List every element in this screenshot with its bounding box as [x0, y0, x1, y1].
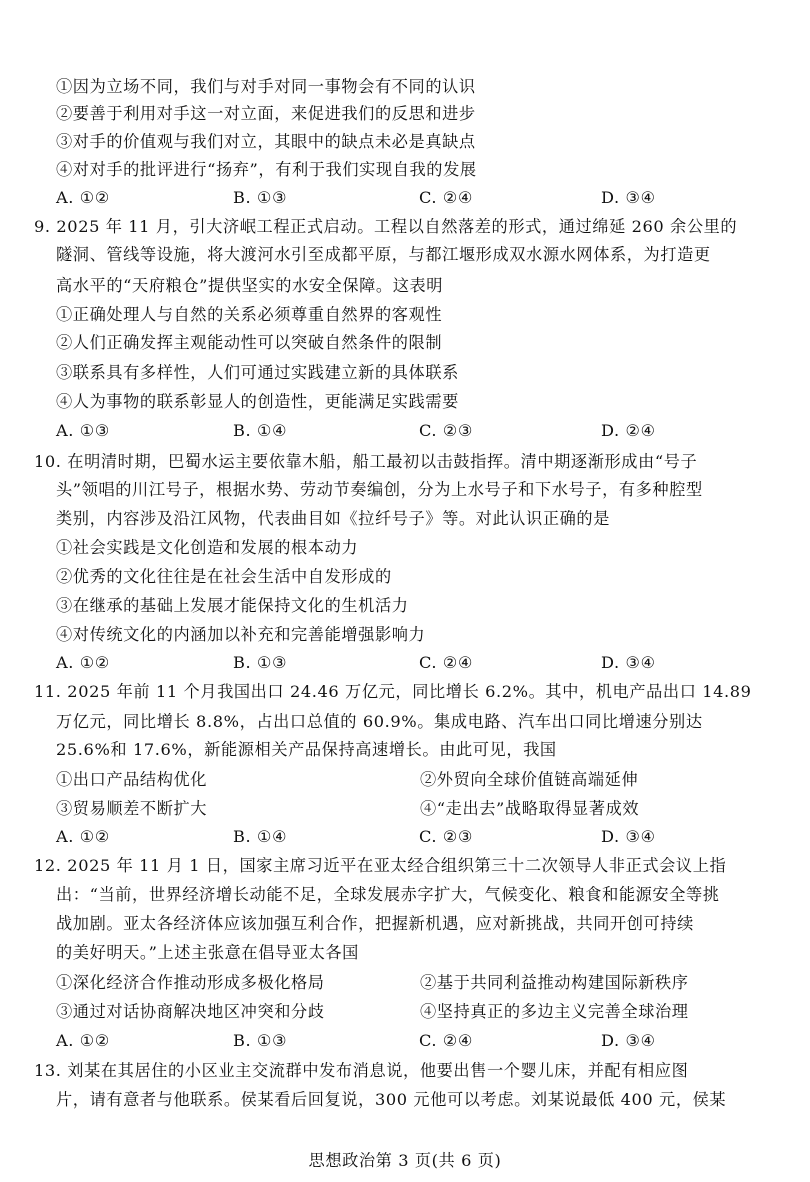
q12-option-d: D. ③④ [601, 1031, 656, 1050]
q9-stem-line-2: 隧洞、管线等设施，将大渡河水引至成都平原，与都江堰形成双水源水网体系，为打造更 [56, 245, 711, 264]
q10-stem-line-2: 头”领唱的川江号子，根据水势、劳动节奏编创，分为上水号子和下水号子，有多种腔型 [56, 480, 703, 499]
q11-option-a: A. ①② [56, 827, 111, 846]
q12-stem-line-2: 出：“当前，世界经济增长动能不足，全球发展赤字扩大，气候变化、粮食和能源安全等挑 [56, 885, 720, 904]
q11-statement-3: ③贸易顺差不断扩大 [56, 799, 208, 818]
q10-option-a: A. ①② [56, 653, 111, 672]
q11-stem-line-2: 万亿元，同比增长 8.8%，占出口总值的 60.9%。集成电路、汽车出口同比增速分别达 [56, 712, 703, 731]
q11-option-b: B. ①④ [233, 827, 288, 846]
page-footer: 思想政治第 3 页(共 6 页) [308, 1151, 502, 1170]
q11-option-c: C. ②③ [419, 827, 474, 846]
q11-option-d: D. ③④ [601, 827, 656, 846]
q9-option-c: C. ②③ [419, 421, 474, 440]
q9-options [56, 423, 756, 441]
q10-option-c: C. ②④ [419, 653, 474, 672]
q12-option-c: C. ②④ [419, 1031, 474, 1050]
q12-options [56, 1033, 756, 1051]
q11-options [56, 829, 756, 847]
q8-statement-1: ①因为立场不同，我们与对手对同一事物会有不同的认识 [56, 77, 476, 96]
q8-option-b: B. ①③ [233, 188, 288, 207]
q8-option-d: D. ③④ [601, 188, 656, 207]
q12-statement-3: ③通过对话协商解决地区冲突和分歧 [56, 1002, 325, 1021]
q10-options [56, 655, 756, 673]
q9-stem-line-1: 9. 2025 年 11 月，引大济岷工程正式启动。工程以自然落差的形式，通过绵延 260 余公里的 [34, 217, 738, 236]
q10-statement-1: ①社会实践是文化创造和发展的根本动力 [56, 538, 359, 557]
q12-option-a: A. ①② [56, 1031, 111, 1050]
q10-option-b: B. ①③ [233, 653, 288, 672]
q9-statement-1: ①正确处理人与自然的关系必须尊重自然界的客观性 [56, 305, 443, 324]
q8-options [56, 190, 756, 208]
q12-statement-4: ④坚持真正的多边主义完善全球治理 [420, 1002, 689, 1021]
q12-stem-line-1: 12. 2025 年 11 月 1 日，国家主席习近平在亚太经合组织第三十二次领导人非正式会议上指 [34, 856, 727, 875]
q11-statement-4: ④“走出去”战略取得显著成效 [420, 799, 640, 818]
q13-stem-line-2: 片，请有意者与他联系。侯某看后回复说，300 元他可以考虑。刘某说最低 400 元，侯某 [56, 1090, 727, 1109]
q12-stem-line-4: 的美好明天。”上述主张意在倡导亚太各国 [56, 943, 359, 962]
q11-statement-1: ①出口产品结构优化 [56, 770, 208, 789]
q13-stem-line-1: 13. 刘某在其居住的小区业主交流群中发布消息说，他要出售一个婴儿床，并配有相应图 [34, 1061, 689, 1080]
q10-statement-2: ②优秀的文化往往是在社会生活中自发形成的 [56, 567, 392, 586]
q9-stem-line-3: 高水平的“天府粮仓”提供坚实的水安全保障。这表明 [56, 276, 444, 295]
q8-statement-4: ④对对手的批评进行“扬弃”，有利于我们实现自我的发展 [56, 160, 477, 179]
q12-statement-2: ②基于共同利益推动构建国际新秩序 [420, 973, 689, 992]
q10-stem-line-1: 10. 在明清时期，巴蜀水运主要依靠木船，船工最初以击鼓指挥。清中期逐渐形成由“号子 [34, 452, 698, 471]
q12-option-b: B. ①③ [233, 1031, 288, 1050]
q9-statement-3: ③联系具有多样性，人们可通过实践建立新的具体联系 [56, 363, 459, 382]
q8-statement-2: ②要善于利用对手这一对立面，来促进我们的反思和进步 [56, 104, 476, 123]
q10-option-d: D. ③④ [601, 653, 656, 672]
q8-option-c: C. ②④ [419, 188, 474, 207]
q9-statement-2: ②人们正确发挥主观能动性可以突破自然条件的限制 [56, 333, 443, 352]
q12-statement-1: ①深化经济合作推动形成多极化格局 [56, 973, 325, 992]
q11-stem-line-3: 25.6%和 17.6%，新能源相关产品保持高速增长。由此可见，我国 [56, 740, 557, 759]
q8-option-a: A. ①② [56, 188, 111, 207]
q10-statement-4: ④对传统文化的内涵加以补充和完善能增强影响力 [56, 625, 426, 644]
q8-statement-3: ③对手的价值观与我们对立，其眼中的缺点未必是真缺点 [56, 132, 476, 151]
q11-statement-2: ②外贸向全球价值链高端延伸 [420, 770, 639, 789]
q12-stem-line-3: 战加剧。亚太各经济体应该加强互利合作，把握新机遇，应对新挑战，共同开创可持续 [56, 914, 694, 933]
q9-statement-4: ④人为事物的联系彰显人的创造性，更能满足实践需要 [56, 392, 459, 411]
q10-statement-3: ③在继承的基础上发展才能保持文化的生机活力 [56, 596, 409, 615]
q11-stem-line-1: 11. 2025 年前 11 个月我国出口 24.46 万亿元，同比增长 6.2%。其中，机电产品出口 14.89 [34, 682, 752, 701]
q9-option-d: D. ②④ [601, 421, 656, 440]
q9-option-b: B. ①④ [233, 421, 288, 440]
q9-option-a: A. ①③ [56, 421, 111, 440]
q10-stem-line-3: 类别，内容涉及沿江风物，代表曲目如《拉纤号子》等。对此认识正确的是 [56, 509, 610, 528]
